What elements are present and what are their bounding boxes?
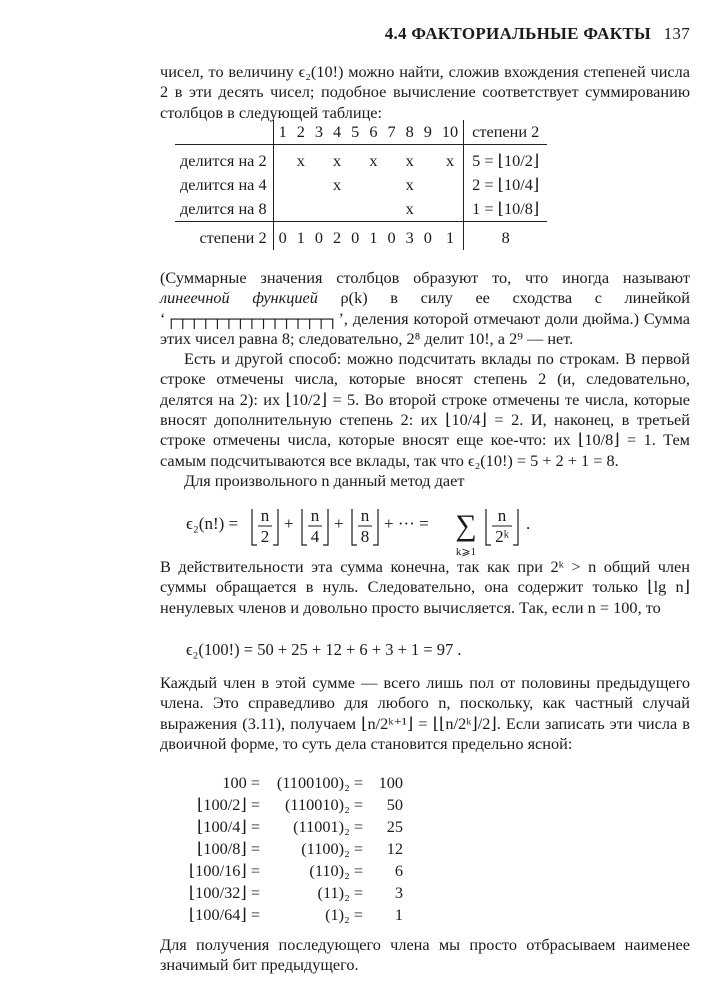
column-sum: 2 — [333, 228, 342, 247]
frac-den: 8 — [360, 527, 370, 546]
row-label: делится на 2 — [175, 149, 273, 173]
row-label: делится на 4 — [175, 173, 273, 197]
frac-den: 2ᵏ — [495, 527, 509, 546]
eq-end: . — [526, 514, 531, 533]
column-sum: 0 — [278, 228, 287, 247]
emphasis-term: линеечной функцией — [160, 288, 318, 308]
mark-x: x — [405, 151, 414, 170]
column-sum: 0 — [351, 228, 360, 247]
col-header: 7 — [382, 120, 400, 145]
table-row — [175, 197, 547, 222]
sum-sign: ∑ — [455, 509, 477, 542]
frac-num: n — [260, 506, 270, 525]
binary-row: ⌊100/4⌋ = (11001)₂ = 25 — [196, 817, 403, 836]
page-number: 137 — [663, 24, 690, 43]
col-header: 5 — [346, 120, 364, 145]
divisibility-table — [175, 120, 547, 250]
frac-num: n — [360, 506, 370, 525]
table-row — [175, 173, 547, 197]
intro-text: чисел, то величину ϵ₂(10!) можно найти, сложив вхождения степеней числа 2 в эти десять чисел; подобное вычисление соответствует суммированию столбцов в следующей таблице: — [160, 62, 690, 122]
col-header: 9 — [419, 120, 437, 145]
binary-row: ⌊100/8⌋ = (1100)₂ = 12 — [196, 839, 403, 858]
binary-row: ⌊100/64⌋ = (1)₂ = 1 — [188, 905, 403, 924]
mark-x: x — [369, 151, 378, 170]
column-sum: 1 — [445, 228, 455, 247]
halving-paragraph — [160, 673, 690, 754]
binary-row: 100 = (1100100)₂ = 100 — [222, 773, 403, 792]
col-header: 4 — [328, 120, 346, 145]
col-header: 8 — [401, 120, 419, 145]
column-sum: 0 — [423, 228, 432, 247]
halving-text: Каждый член в этой сумме — всего лишь пол от половины предыдущего члена. Это справедливо для любого n, поскольку, как частный случай выражения (3.11), получаем ⌊n/2ᵏ⁺¹⌋ = ⌊⌊n/2ᵏ⌋/2⌋. Если записать эти числа в двоичной форме, то суть дела становится предельно ясной: — [160, 673, 690, 753]
closing-text: Для получения последующего члена мы просто отбрасываем наименее значимый бит предыдущего. — [160, 935, 690, 975]
col-header: 2 — [292, 120, 310, 145]
col-header: 3 — [310, 120, 328, 145]
frac-num: n — [497, 506, 507, 525]
total-label: степени 2 — [175, 226, 273, 250]
eq-lhs: ϵ₂(n!) = — [186, 514, 239, 533]
table-row — [175, 149, 547, 173]
row-total: 1 = ⌊10/8⌋ — [464, 197, 548, 222]
equation-100-factorial: ϵ₂(100!) = 50 + 25 + 12 + 6 + 3 + 1 = 97 . — [186, 640, 462, 659]
binary-row: ⌊100/2⌋ = (110010)₂ = 50 — [196, 795, 403, 814]
section-title: 4.4 ФАКТОРИАЛЬНЫЕ ФАКТЫ — [384, 24, 652, 43]
equation-svg — [186, 503, 606, 565]
sum-subscript: k⩾1 — [455, 546, 477, 558]
mark-x: x — [333, 151, 342, 170]
column-sum: 1 — [369, 228, 378, 247]
intro-paragraph — [160, 62, 690, 123]
mark-x: x — [445, 151, 455, 170]
body-paragraphs — [160, 268, 690, 491]
mark-x: x — [296, 151, 305, 170]
right-header: степени 2 — [464, 120, 548, 145]
row-method-paragraph: Есть и другой способ: можно подсчитать вклады по строкам. В первой строке отмечены числа, которые вносят степень 2 (и, следовательно, делятся на 2): их ⌊10/2⌋ = 5. Во второй строке отмечены те числа, которые вносят дополнительную степень 2: их ⌊10/4⌋ = 2. И, наконец, в третьей строке отмечены числа, которые вносят еще кое-что: их ⌊10/8⌋ = 1. Тем самым подсчитываются все вклады, так что ϵ₂(10!) = 5 + 2 + 1 = 8. — [160, 349, 690, 470]
frac-den: 4 — [310, 527, 320, 546]
column-sum: 3 — [405, 228, 414, 247]
mark-x: x — [401, 197, 419, 222]
svg-text:+: + — [284, 514, 294, 533]
column-sum: 0 — [387, 228, 396, 247]
ruler-function-paragraph: (Суммарные значения столбцов образуют то, что иногда называют линеечной функцией ρ(k) в силу ее сходства с линейкой ‘┌┬┬┬┬┬┬┬┬┬┬┬┬┬┐’, деления которой отмечают доли дюйма.) Сумма этих чисел равна 8; следовательно, 2⁸ делит 10!, а 2⁹ — нет. — [160, 268, 690, 348]
running-header — [160, 24, 690, 44]
col-header: 10 — [437, 120, 464, 145]
finite-sum-paragraph — [160, 557, 690, 618]
column-sum: 0 — [314, 228, 324, 247]
table-total-row — [175, 226, 547, 250]
eq-dots: + ··· = — [384, 514, 429, 533]
column-sum: 1 — [296, 228, 305, 247]
row-total: 2 = ⌊10/4⌋ — [464, 173, 548, 197]
general-method-lead: Для произвольного n данный метод дает — [184, 470, 465, 490]
grand-total: 8 — [464, 226, 548, 250]
frac-num: n — [310, 506, 320, 525]
col-header: 1 — [273, 120, 292, 145]
mark-x: x — [405, 175, 414, 194]
table-header-row — [175, 120, 547, 145]
row-total: 5 = ⌊10/2⌋ — [464, 149, 548, 173]
frac-den: 2 — [260, 527, 270, 546]
finite-sum-text: В действительности эта сумма конечна, так как при 2ᵏ > n общий член суммы обращается в нуль. Следовательно, она содержит только ⌊lg n⌋ ненулевых членов и довольно просто вычисляется. Так, если n = 100, то — [160, 557, 690, 617]
row-label: делится на 8 — [175, 197, 273, 222]
mark-x: x — [333, 175, 342, 194]
col-header: 6 — [364, 120, 382, 145]
binary-row: ⌊100/16⌋ = (110)₂ = 6 — [188, 861, 403, 880]
binary-table — [178, 772, 407, 926]
closing-paragraph — [160, 935, 690, 976]
table-corner — [175, 120, 273, 145]
binary-row: ⌊100/32⌋ = (11)₂ = 3 — [188, 883, 403, 902]
svg-text:+: + — [334, 514, 344, 533]
